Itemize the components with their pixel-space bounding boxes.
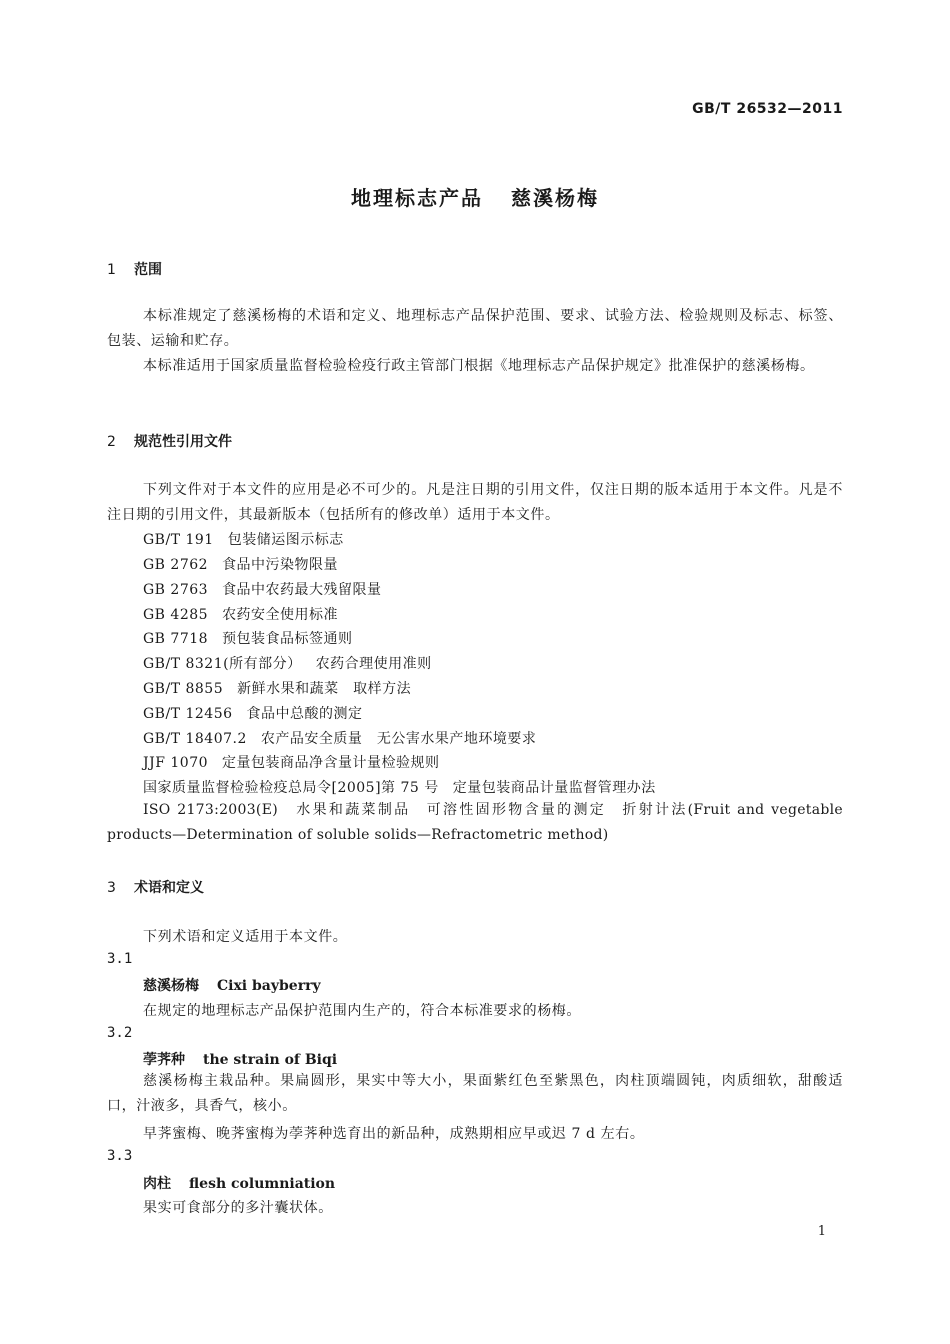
term-name-en: Cixi bayberry bbox=[217, 978, 321, 994]
title-part-2: 慈溪杨梅 bbox=[511, 186, 599, 210]
section-number: 1 bbox=[107, 262, 116, 278]
reference-code: JJF 1070 bbox=[143, 755, 209, 771]
reference-code: GB/T 18407.2 bbox=[143, 731, 247, 747]
reference-title: 定量包装商品计量监督管理办法 bbox=[452, 780, 656, 796]
term-name-cn: 慈溪杨梅 bbox=[143, 978, 199, 994]
term-number: 3.3 bbox=[107, 1148, 133, 1164]
reference-item bbox=[143, 703, 363, 723]
reference-code: GB 2762 bbox=[143, 557, 209, 573]
term-number: 3.1 bbox=[107, 951, 133, 967]
title-part-1: 地理标志产品 bbox=[351, 186, 483, 210]
page-number: 1 bbox=[817, 1224, 826, 1239]
section-number: 3 bbox=[107, 880, 116, 896]
section-1-paragraph-1: 本标准规定了慈溪杨梅的术语和定义、地理标志产品保护范围、要求、试验方法、检验规则及标志、标签、包装、运输和贮存。 bbox=[107, 308, 843, 349]
reference-code: 国家质量监督检验检疫总局令[2005]第 75 号 bbox=[143, 780, 439, 796]
reference-item bbox=[143, 554, 338, 574]
reference-code: GB/T 191 bbox=[143, 532, 214, 548]
term-definition: 果实可食部分的多汁囊状体。 bbox=[143, 1200, 333, 1216]
reference-title: 新鲜水果和蔬菜 取样方法 bbox=[237, 681, 412, 697]
reference-title: 定量包装商品净含量计量检验规则 bbox=[222, 755, 440, 771]
term-definition: 早荠蜜梅、晚荠蜜梅为荸荠种选育出的新品种，成熟期相应早或迟 7 d 左右。 bbox=[143, 1126, 645, 1142]
section-number: 2 bbox=[107, 434, 116, 450]
reference-title: 食品中污染物限量 bbox=[222, 557, 339, 573]
reference-title: 预包装食品标签通则 bbox=[222, 631, 353, 647]
reference-item bbox=[143, 653, 432, 673]
term-definition: 慈溪杨梅主栽品种。果扁圆形，果实中等大小，果面紫红色至紫黑色，肉柱顶端圆钝，肉质细软，甜酸适口，汁液多，具香气，核小。 bbox=[107, 1073, 843, 1114]
term-name bbox=[143, 1173, 335, 1193]
term-name bbox=[143, 1049, 337, 1069]
term-definition: 在规定的地理标志产品保护范围内生产的，符合本标准要求的杨梅。 bbox=[143, 1003, 581, 1019]
section-1-heading bbox=[107, 259, 162, 279]
reference-item bbox=[143, 777, 656, 797]
reference-title: 农产品安全质量 无公害水果产地环境要求 bbox=[260, 731, 537, 747]
document-title bbox=[0, 182, 950, 211]
standard-code: GB/T 26532—2011 bbox=[692, 101, 843, 117]
reference-item bbox=[143, 529, 344, 549]
reference-item bbox=[143, 728, 536, 748]
reference-code: GB 2763 bbox=[143, 582, 209, 598]
section-title: 术语和定义 bbox=[134, 880, 204, 896]
term-name-en: the strain of Biqi bbox=[203, 1052, 338, 1068]
term-name-en: flesh columniation bbox=[189, 1176, 336, 1192]
reference-item bbox=[143, 752, 440, 772]
reference-item-iso: ISO 2173:2003(E) 水果和蔬菜制品 可溶性固形物含量的测定 折射计法(Fruit and vegetable products—Determination of soluble solids—Refractometric method) bbox=[107, 802, 843, 843]
reference-item bbox=[143, 604, 338, 624]
reference-code: GB/T 12456 bbox=[143, 706, 233, 722]
reference-title: 农药安全使用标准 bbox=[222, 607, 339, 623]
reference-title: 农药合理使用准则 bbox=[315, 656, 432, 672]
section-1-paragraph-2: 本标准适用于国家质量监督检验检疫行政主管部门根据《地理标志产品保护规定》批准保护的慈溪杨梅。 bbox=[143, 358, 815, 374]
reference-code: GB/T 8321(所有部分） bbox=[143, 656, 302, 672]
reference-item bbox=[143, 678, 411, 698]
section-3-heading bbox=[107, 877, 204, 897]
section-2-heading bbox=[107, 431, 232, 451]
section-title: 范围 bbox=[134, 262, 162, 278]
reference-code: GB 4285 bbox=[143, 607, 209, 623]
reference-code: GB 7718 bbox=[143, 631, 209, 647]
section-title: 规范性引用文件 bbox=[134, 434, 232, 450]
reference-item bbox=[143, 579, 382, 599]
reference-item bbox=[143, 628, 353, 648]
term-name-cn: 荸荠种 bbox=[143, 1052, 185, 1068]
term-name-cn: 肉柱 bbox=[143, 1176, 171, 1192]
reference-title: 食品中总酸的测定 bbox=[246, 706, 363, 722]
section-2-intro: 下列文件对于本文件的应用是必不可少的。凡是注日期的引用文件，仅注日期的版本适用于本文件。凡是不注日期的引用文件，其最新版本（包括所有的修改单）适用于本文件。 bbox=[107, 482, 843, 523]
reference-code: GB/T 8855 bbox=[143, 681, 224, 697]
reference-title: 食品中农药最大残留限量 bbox=[222, 582, 382, 598]
term-name bbox=[143, 975, 321, 995]
term-number: 3.2 bbox=[107, 1025, 133, 1041]
reference-title: 包装储运图示标志 bbox=[227, 532, 344, 548]
section-3-intro: 下列术语和定义适用于本文件。 bbox=[143, 929, 348, 945]
